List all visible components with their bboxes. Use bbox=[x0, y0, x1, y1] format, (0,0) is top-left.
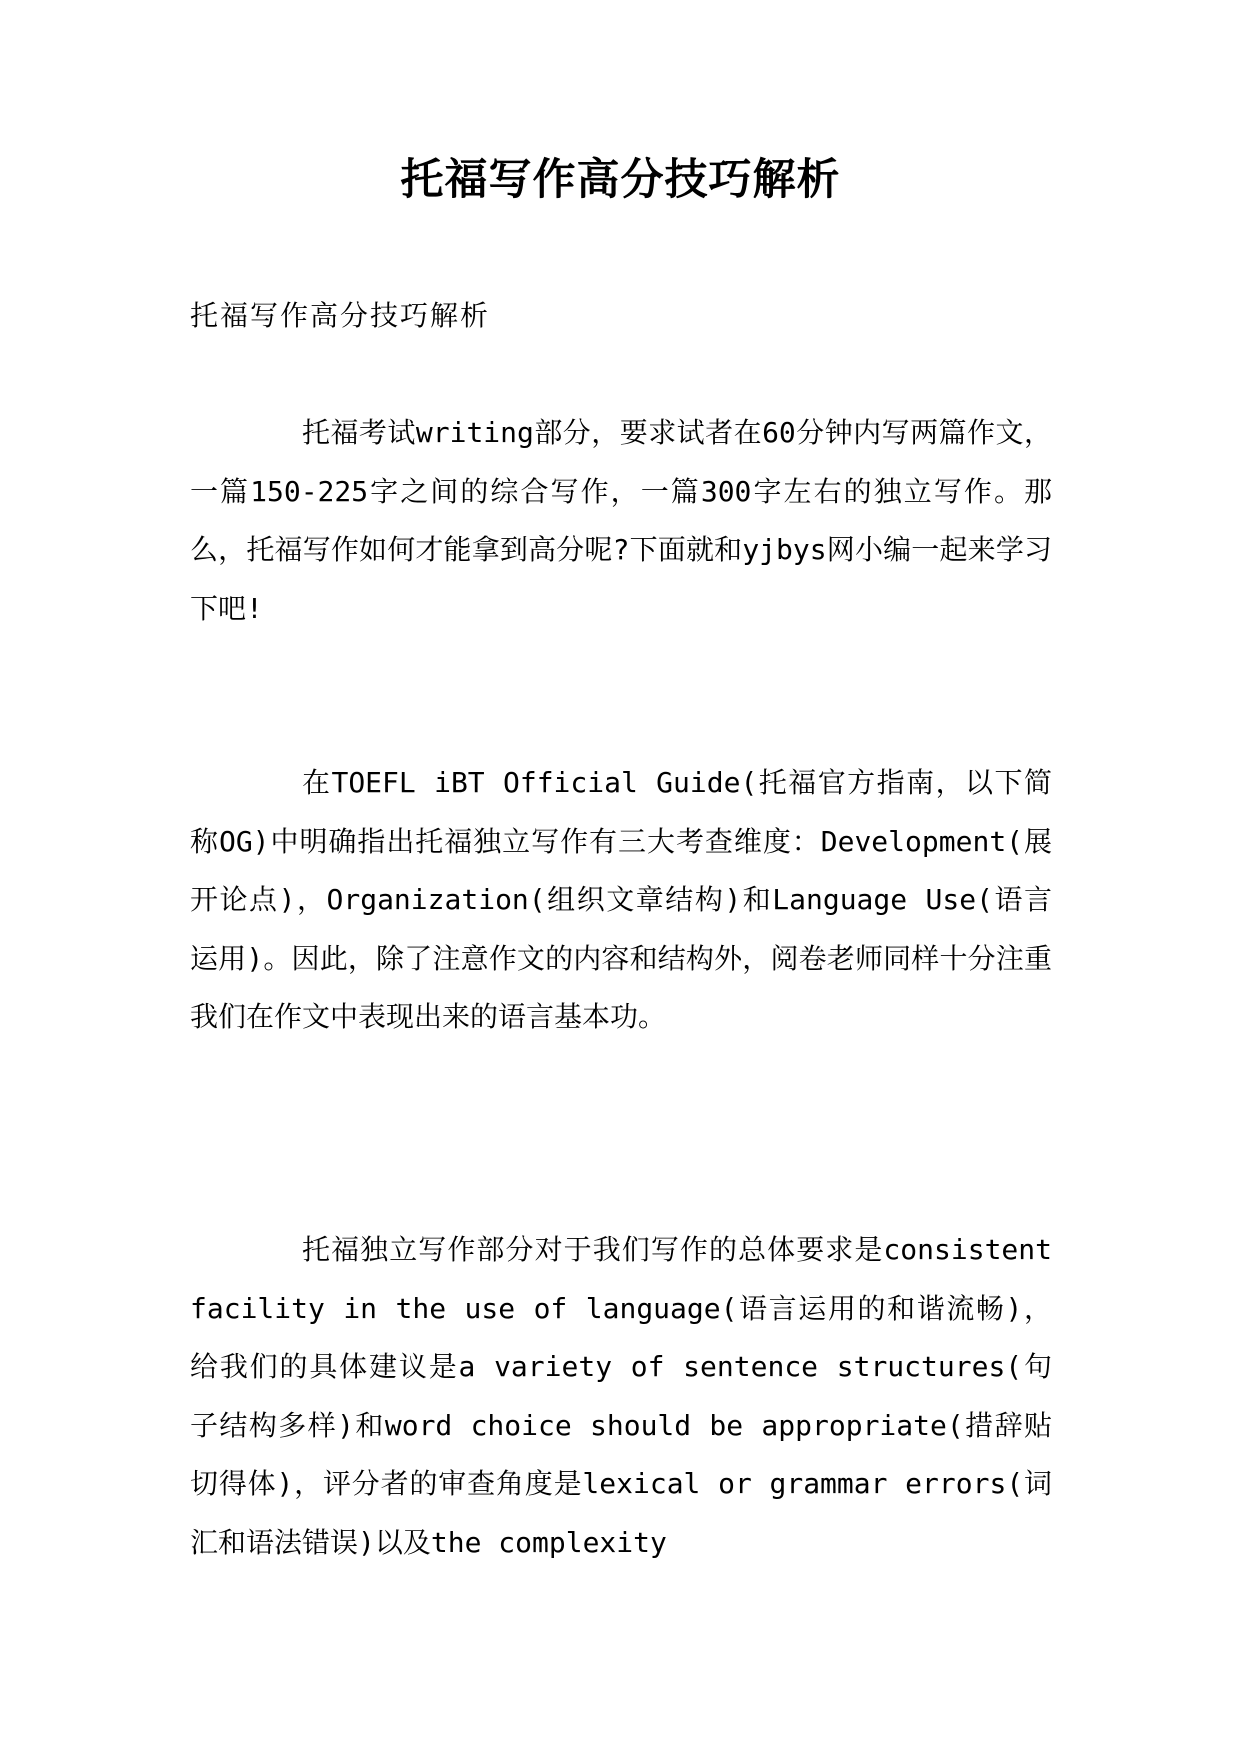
paragraph-intro: 托福考试writing部分，要求试者在60分钟内写两篇作文，一篇150-225字之间的综合写作，一篇300字左右的独立写作。那么，托福写作如何才能拿到高分呢?下面就和yjbys网小编一起来学习下吧! bbox=[190, 416, 1052, 625]
paragraph-og-dimensions: 在TOEFL iBT Official Guide(托福官方指南，以下简称OG)中明确指出托福独立写作有三大考查维度：Development(展开论点)，Organization(组织文章结构)和Language Use(语言运用)。因此，除了注意作文的内容和结构外，阅卷老师同样十分注重我们在作文中表现出来的语言基本功。 bbox=[190, 766, 1052, 1033]
paragraph-independent-writing: 托福独立写作部分对于我们写作的总体要求是consistent facility in the use of language(语言运用的和谐流畅)，给我们的具体建议是a variety of sentence structures(句子结构多样)和word choice should be appropriate(措辞贴切得体)，评分者的审查角度是lexical or grammar errors(词汇和语法错误)以及the complexity bbox=[190, 1233, 1052, 1559]
document-subtitle: 托福写作高分技巧解析 bbox=[190, 299, 491, 332]
document-title: 托福写作高分技巧解析 bbox=[400, 155, 841, 205]
